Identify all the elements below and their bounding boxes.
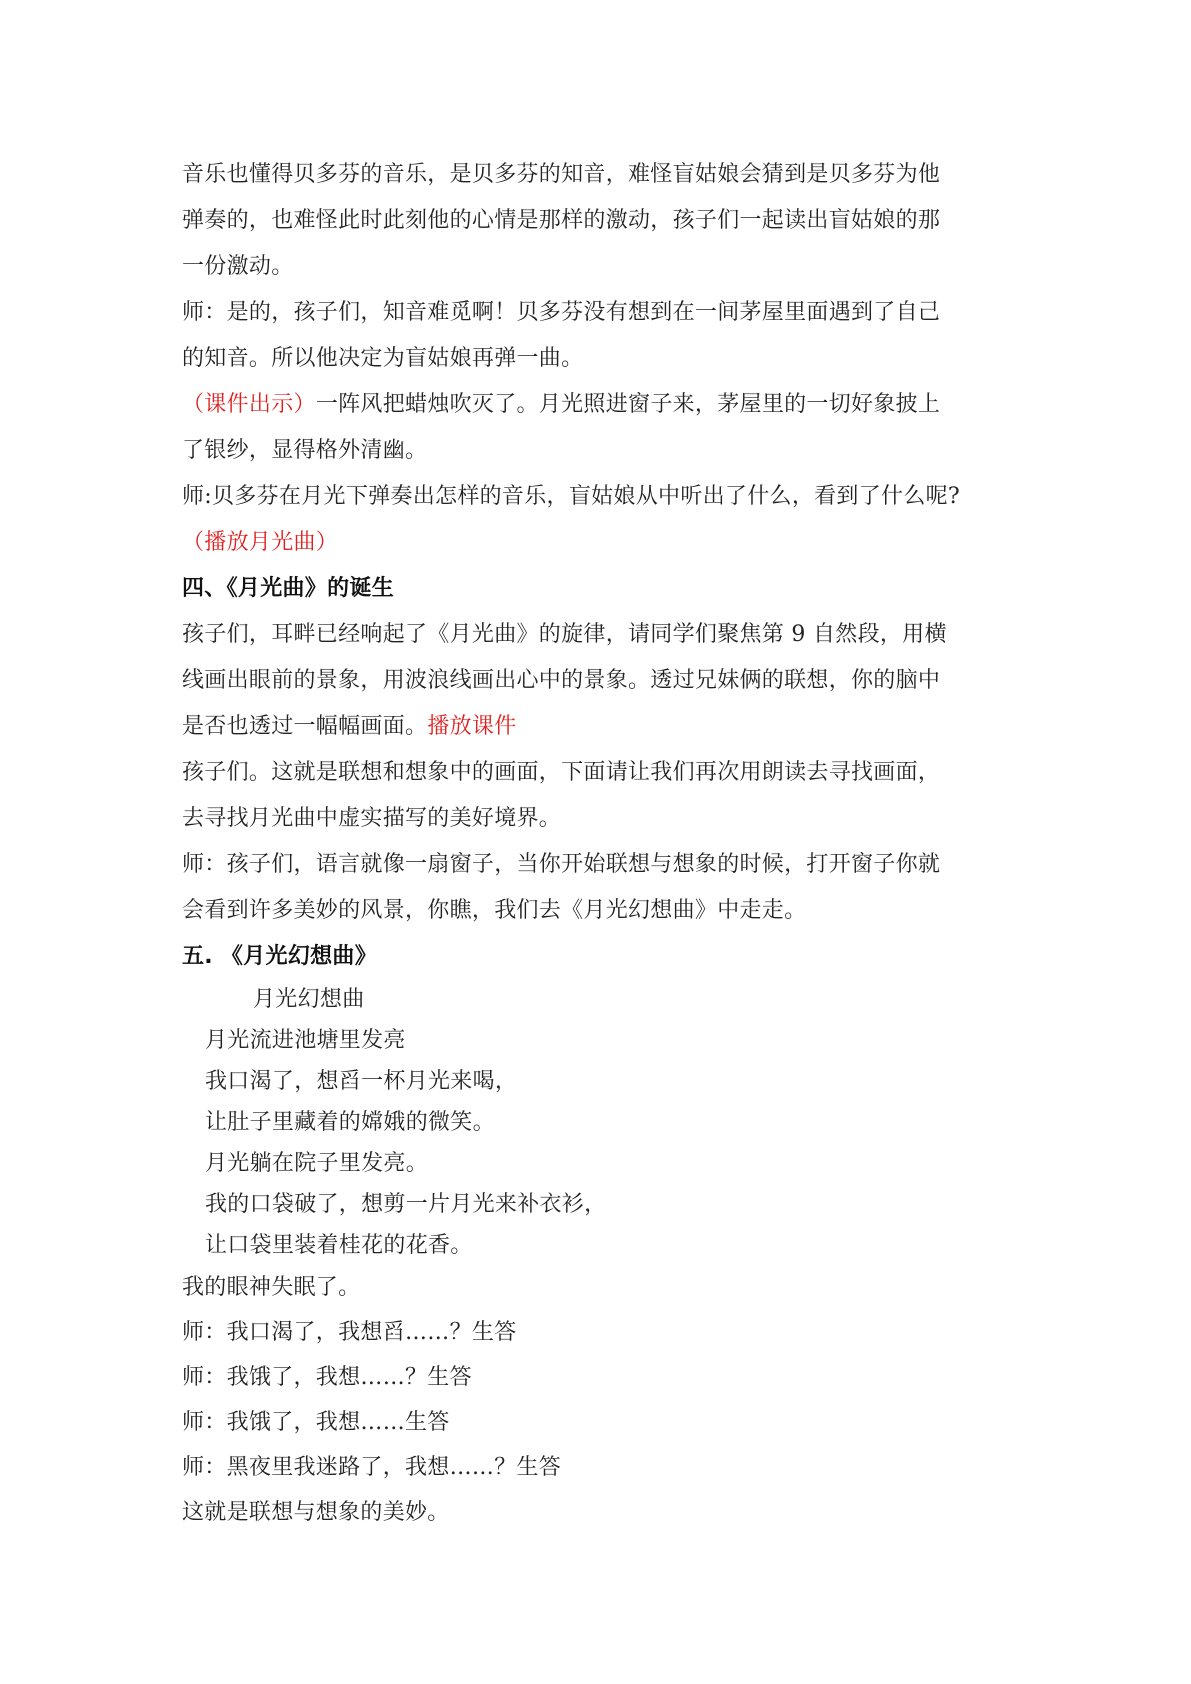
- paragraph-line: 的知音。所以他决定为盲姑娘再弹一曲。: [182, 346, 584, 371]
- paragraph-line: 师：是的，孩子们，知音难觅啊！贝多芬没有想到在一间茅屋里面遇到了自己: [182, 300, 941, 325]
- paragraph-line: 这就是联想与想象的美妙。: [182, 1500, 450, 1525]
- paragraph-line: 师：孩子们，语言就像一扇窗子，当你开始联想与想象的时候，打开窗子你就: [182, 852, 941, 877]
- paragraph-line: 去寻找月光曲中虚实描写的美好境界。: [182, 806, 562, 831]
- paragraph-line: 会看到许多美妙的风景，你瞧，我们去《月光幻想曲》中走走。: [182, 898, 807, 923]
- paragraph-line: 了银纱，显得格外清幽。: [182, 438, 428, 463]
- poem-line: 月光躺在院子里发亮。: [205, 1151, 429, 1176]
- paragraph-line: 弹奏的，也难怪此时此刻他的心情是那样的激动，孩子们一起读出盲姑娘的那: [182, 208, 941, 233]
- paragraph-line: 师：我饿了，我想……生答: [182, 1410, 450, 1435]
- paragraph-line: 孩子们。这就是联想和想象中的画面，下面请让我们再次用朗读去寻找画面，: [182, 760, 941, 785]
- poem-title: 月光幻想曲: [253, 987, 365, 1012]
- paragraph-line: 我的眼神失眠了。: [182, 1275, 361, 1300]
- teacher-question: 师:贝多芬在月光下弹奏出怎样的音乐，盲姑娘从中听出了什么，看到了什么呢?: [182, 484, 961, 509]
- paragraph-line: 师：我口渴了，我想舀……？生答: [182, 1320, 517, 1345]
- courseware-line: [182, 390, 940, 420]
- paragraph-line: 线画出眼前的景象，用波浪线画出心中的景象。透过兄妹俩的联想，你的脑中: [182, 668, 941, 693]
- poem-line: 让口袋里装着桂花的花香。: [205, 1233, 473, 1258]
- courseware-text: 一阵风把蜡烛吹灭了。月光照进窗子来，茅屋里的一切好象披上: [315, 392, 941, 417]
- paragraph-line: 孩子们，耳畔已经响起了《月光曲》的旋律，请同学们聚焦第 9 自然段，用横: [182, 622, 947, 647]
- paragraph-line: 师：黑夜里我迷路了，我想……？生答: [182, 1455, 562, 1480]
- paragraph-text: 是否也透过一幅幅画面。: [182, 714, 428, 739]
- paragraph-line: 音乐也懂得贝多芬的音乐，是贝多芬的知音，难怪盲姑娘会猜到是贝多芬为他: [182, 162, 941, 187]
- courseware-tag: （课件出示）: [182, 392, 316, 417]
- poem-line: 让肚子里藏着的嫦娥的微笑。: [205, 1110, 495, 1135]
- paragraph-line: [182, 712, 517, 742]
- poem-line: 我口渴了，想舀一杯月光来喝，: [205, 1069, 518, 1094]
- poem-line: 月光流进池塘里发亮: [205, 1028, 406, 1053]
- paragraph-line: 师：我饿了，我想……？生答: [182, 1365, 472, 1390]
- section-heading-4: 四、《月光曲》的诞生: [182, 576, 395, 601]
- play-music-note: （播放月光曲）: [182, 530, 339, 555]
- section-heading-5: 五. 《月光幻想曲》: [182, 944, 378, 969]
- play-courseware-note: 播放课件: [427, 714, 517, 739]
- poem-line: 我的口袋破了，想剪一片月光来补衣衫，: [205, 1192, 607, 1217]
- paragraph-line: 一份激动。: [182, 254, 294, 279]
